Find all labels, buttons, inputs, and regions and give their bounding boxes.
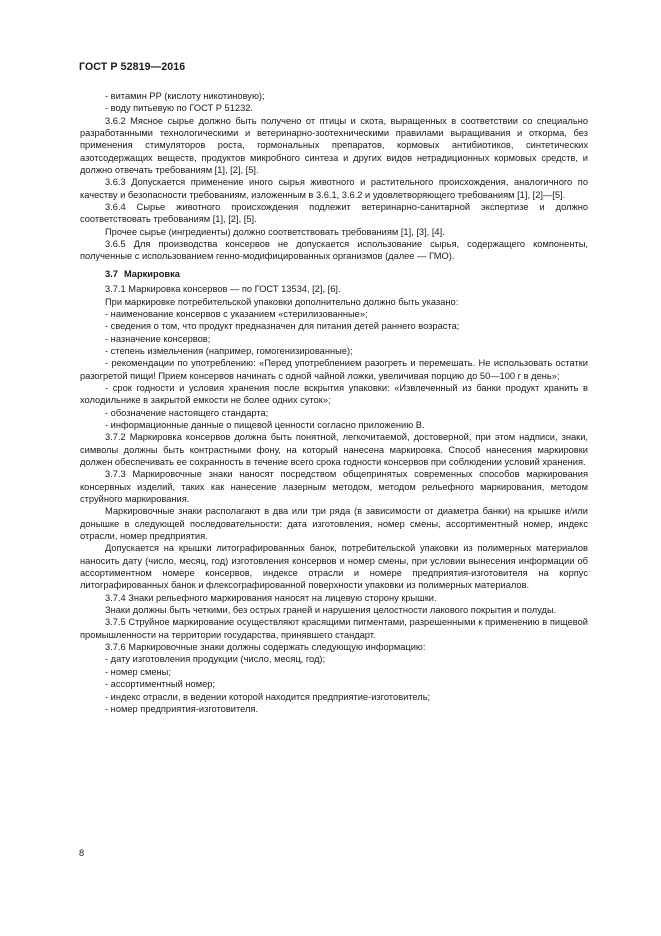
paragraph-3-6-5: 3.6.5 Для производства консервов не допускается использование сырья, содержащего компоненты, полученные с использованием генно-модифицированных организмов (далее — ГМО). [80, 239, 588, 262]
list-item: - рекомендации по употреблению: «Перед употреблением разогреть и перемешать. Не использовать остатки разогретой пищи! Прием консервов начинать с одной чайной ложки, увеличивая порцию до 50—100 г в день»; [80, 358, 588, 381]
paragraph: Маркировочные знаки располагают в два или три ряда (в зависимости от диаметра банки) на крышке и/или донышке в следующей последовательности: дата изготовления, номер смены, ассортиментный номер, индекс отрасли, номер предприятия. [80, 506, 588, 542]
section-number: 3.7 [105, 268, 118, 279]
section-title: Маркировка [123, 268, 180, 279]
paragraph: При маркировке потребительской упаковки дополнительно должно быть указано: [105, 296, 459, 307]
list-item: - дату изготовления продукции (число, месяц, год); [105, 654, 326, 665]
paragraph: Допускается на крышки литографированных банок, потребительской упаковки из полимерных материалов наносить дату (число, месяц, год) изготовления консервов и номер смены, при условии вынесения информации об ассортиментном номере консервов, индексе отрасли и номере предприятия-изготовителя на корпус литографированных банок и флексографированной поверхности упаковки из полимерных материалов. [80, 543, 588, 591]
list-item: - номер предприятия-изготовителя. [105, 703, 259, 714]
list-item: - индекс отрасли, в ведении которой находится предприятие-изготовитель; [105, 691, 431, 702]
paragraph-3-7-1: 3.7.1 Маркировка консервов — по ГОСТ 13534, [2], [6]. [105, 284, 341, 295]
paragraph-3-7-6: 3.7.6 Маркировочные знаки должны содержать следующую информацию: [105, 642, 426, 653]
paragraph-3-6-4: 3.6.4 Сырье животного происхождения подлежит ветеринарно-санитарной экспертизе и должно соответствовать требованиям [1], [2], [5]. [80, 202, 588, 225]
document-body [80, 90, 588, 715]
document-header: ГОСТ Р 52819—2016 [79, 61, 186, 73]
paragraph-3-6-2: 3.6.2 Мясное сырье должно быть получено от птицы и скота, выращенных в соответствии со специально разработанными технологическими и ветеринарно-зоотехническими правилами выращивания и откорма, без применения стимуляторов роста, гормональных препаратов, кормовых антибиотиков, синтетических азотсодержащих веществ, продуктов микробного синтеза и других видов нетрадиционных кормовых средств, и должно отвечать требованиям [1], [2], [5]. [80, 115, 588, 176]
list-item: - информационные данные о пищевой ценности согласно приложению В. [105, 419, 425, 430]
list-item: - номер смены; [105, 666, 171, 677]
list-item: - сведения о том, что продукт предназначен для питания детей раннего возраста; [105, 321, 460, 332]
list-item: - срок годности и условия хранения после вскрытия упаковки: «Извлеченный из банки продукт хранить в холодильнике в закрытой емкости не более одних суток»; [80, 382, 588, 406]
paragraph-3-7-3: 3.7.3 Маркировочные знаки наносят посредством общепринятых современных способов маркирования консервных изделий, таких как нанесение лазерным методом, методом рельефного маркирования, методом струйного маркирования. [80, 469, 588, 504]
list-item: - ассортиментный номер; [105, 679, 216, 690]
list-item: - наименование консервов с указанием «стерилизованные»; [105, 308, 368, 319]
paragraph: Прочее сырье (ингредиенты) должно соответствовать требованиям [1], [3], [4]. [105, 226, 445, 237]
list-item: - обозначение настоящего стандарта; [105, 407, 269, 418]
paragraph-3-7-2: 3.7.2 Маркировка консервов должна быть понятной, легкочитаемой, достоверной, при этом надписи, знаки, символы должны быть контрастными фону, на который нанесена маркировка. Способ нанесения маркировки должен обеспечивать ее сохранность в течение всего срока годности консервов при соблюдении условий хранения. [80, 432, 588, 467]
list-item: - степень измельчения (например, гомогенизированные); [105, 345, 353, 356]
paragraph-3-6-3: 3.6.3 Допускается применение иного сырья животного и растительного происхождения, аналогичного по качеству и безопасности требованиям, изложенным в 3.6.1, 3.6.2 и удовлетворяющего требованиям [1], [2]—[5]. [80, 177, 588, 200]
paragraph-3-7-5: 3.7.5 Струйное маркирование осуществляют красящими пигментами, разрешенными к применению в пищевой промышленности на территории государства, принявшего стандарт. [80, 617, 588, 640]
paragraph: Знаки должны быть четкими, без острых граней и нарушения целостности лакового покрытия и полуды. [105, 605, 557, 616]
list-item: - назначение консервов; [105, 333, 211, 344]
list-item: - витамин PP (кислоту никотиновую); [105, 91, 265, 101]
section-heading [105, 268, 588, 280]
paragraph-3-7-4: 3.7.4 Знаки рельефного маркирования наносят на лицевую сторону крышки. [105, 592, 437, 603]
page-number: 8 [79, 848, 85, 858]
list-item: - воду питьевую по ГОСТ Р 51232. [105, 103, 253, 114]
